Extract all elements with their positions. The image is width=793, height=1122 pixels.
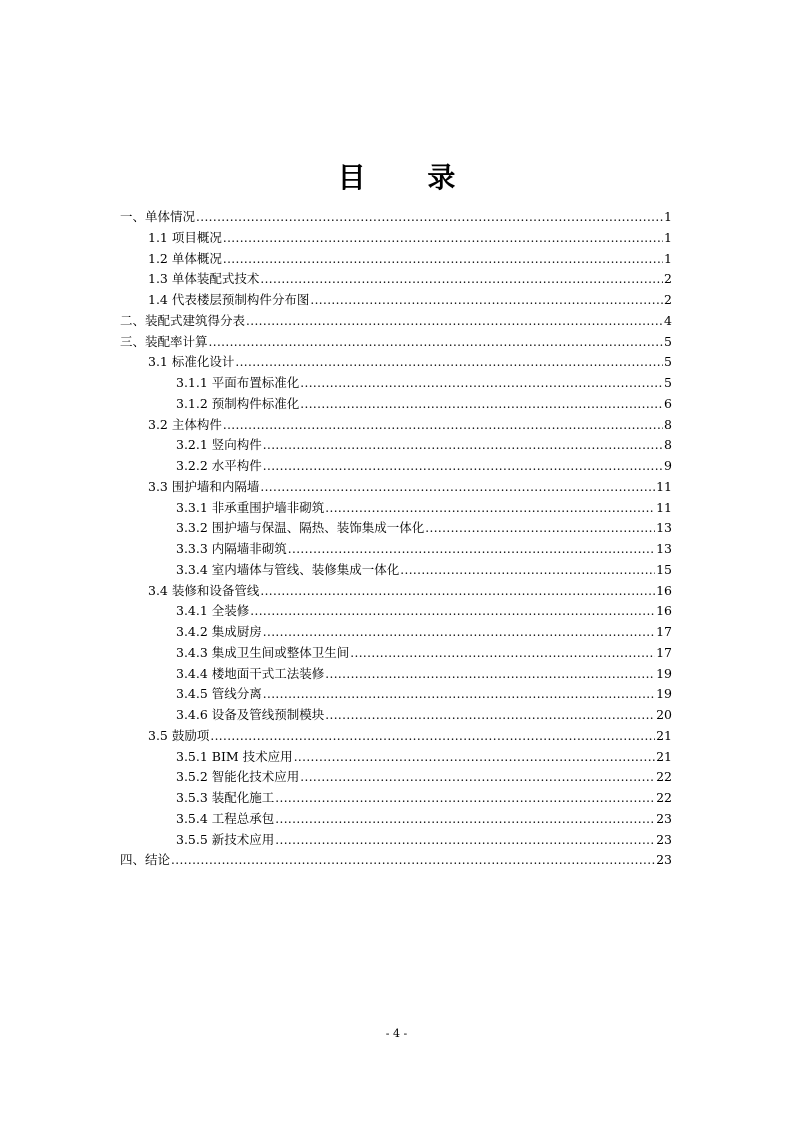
toc-entry-page-number: 23 — [656, 810, 672, 826]
toc-entry-page-number: 22 — [656, 769, 672, 785]
toc-dot-leader — [325, 500, 655, 516]
toc-entry[interactable] — [148, 577, 672, 599]
toc-dot-leader — [260, 583, 655, 599]
toc-entry-label: 一、单体情况 — [120, 209, 196, 224]
toc-entry-label: 3.2.1 竖向构件 — [176, 437, 262, 453]
toc-dot-leader — [325, 666, 655, 682]
toc-dot-leader — [263, 686, 655, 702]
toc-dot-leader — [288, 541, 655, 557]
toc-entry-page-number: 11 — [656, 499, 672, 515]
toc-entry-page-number: 20 — [656, 707, 672, 722]
toc-entry-page-number: 16 — [656, 582, 672, 598]
toc-entry-page-number: 13 — [656, 541, 672, 556]
toc-dot-leader — [171, 852, 655, 868]
toc-entry[interactable] — [176, 784, 672, 806]
toc-entry-page-number: 17 — [656, 644, 672, 660]
toc-dot-leader — [260, 271, 663, 287]
toc-dot-leader — [263, 458, 663, 474]
toc-dot-leader — [260, 479, 655, 495]
toc-dot-leader — [310, 292, 663, 308]
toc-entry[interactable] — [176, 597, 672, 619]
toc-entry-page-number: 1 — [664, 209, 672, 224]
toc-entry-page-number: 9 — [664, 458, 672, 473]
toc-entry[interactable] — [148, 411, 672, 433]
toc-entry[interactable] — [176, 618, 672, 640]
toc-dot-leader — [400, 562, 655, 578]
toc-entry-page-number: 23 — [656, 852, 672, 868]
toc-entry-label: 1.2 单体概况 — [148, 250, 222, 266]
toc-entry-label: 3.2 主体构件 — [148, 416, 222, 432]
toc-entry[interactable] — [176, 556, 672, 578]
toc-entry[interactable] — [176, 826, 672, 848]
toc-entry-label: 3.5.2 智能化技术应用 — [176, 769, 300, 785]
toc-entry-label: 3.4.6 设备及管线预制模块 — [176, 707, 325, 722]
toc-entry-page-number: 21 — [656, 748, 672, 764]
toc-entry-page-number: 19 — [656, 686, 672, 702]
toc-entry-label: 二、装配式建筑得分表 — [120, 312, 246, 328]
toc-dot-leader — [210, 728, 655, 744]
toc-entry[interactable] — [176, 452, 672, 474]
toc-entry-label: 3.5.4 工程总承包 — [176, 810, 275, 826]
toc-dot-leader — [196, 209, 663, 225]
toc-entry-label: 3.4.5 管线分离 — [176, 686, 262, 702]
toc-dot-leader — [294, 749, 655, 765]
toc-entry[interactable] — [176, 494, 672, 516]
toc-entry-label: 3.4.3 集成卫生间或整体卫生间 — [176, 644, 350, 660]
toc-entry[interactable] — [176, 390, 672, 412]
toc-entry[interactable] — [120, 203, 672, 225]
toc-dot-leader — [425, 520, 655, 536]
toc-entry-page-number: 8 — [664, 416, 672, 432]
toc-dot-leader — [300, 396, 663, 412]
toc-entry-page-number: 4 — [664, 312, 672, 328]
toc-entry-label: 3.4.2 集成厨房 — [176, 624, 262, 639]
toc-entry[interactable] — [176, 431, 672, 453]
toc-entry-page-number: 1 — [664, 229, 672, 245]
toc-entry[interactable] — [148, 265, 672, 287]
toc-entry-label: 3.3.2 围护墙与保温、隔热、装饰集成一体化 — [176, 520, 425, 536]
toc-entry[interactable] — [176, 514, 672, 536]
toc-entry-page-number: 5 — [664, 354, 672, 370]
toc-entry[interactable] — [176, 743, 672, 765]
toc-dot-leader — [235, 354, 663, 370]
toc-dot-leader — [223, 417, 663, 433]
toc-dot-leader — [300, 375, 663, 391]
toc-entry[interactable] — [176, 680, 672, 702]
toc-dot-leader — [223, 251, 663, 267]
toc-entry[interactable] — [120, 328, 672, 350]
toc-entry-label: 3.5 鼓励项 — [148, 727, 210, 743]
toc-dot-leader — [325, 707, 655, 723]
toc-entry-label: 3.1.1 平面布置标准化 — [176, 375, 300, 390]
toc-entry-page-number: 2 — [664, 292, 672, 307]
toc-entry-label: 3.5.3 装配化施工 — [176, 790, 275, 805]
toc-entry[interactable] — [120, 846, 672, 868]
toc-dot-leader — [350, 645, 655, 661]
toc-entry[interactable] — [176, 660, 672, 682]
toc-entry-label: 3.4.1 全装修 — [176, 603, 250, 619]
toc-entry[interactable] — [148, 722, 672, 744]
toc-dot-leader — [275, 811, 655, 827]
toc-entry[interactable] — [148, 348, 672, 370]
toc-entry-label: 3.1.2 预制构件标准化 — [176, 395, 300, 411]
toc-entry-page-number: 19 — [656, 665, 672, 681]
toc-entry[interactable] — [148, 473, 672, 495]
toc-dot-leader — [209, 334, 664, 350]
toc-entry-label: 3.1 标准化设计 — [148, 354, 235, 370]
toc-entry-label: 1.1 项目概况 — [148, 229, 222, 245]
toc-dot-leader — [263, 624, 655, 640]
toc-entry-label: 3.4.4 楼地面干式工法装修 — [176, 665, 325, 681]
toc-dot-leader — [275, 790, 655, 806]
toc-entry-page-number: 5 — [664, 375, 672, 390]
toc-dot-leader — [275, 832, 655, 848]
toc-entry-page-number: 16 — [656, 603, 672, 619]
toc-entry-label: 3.5.1 BIM 技术应用 — [176, 748, 293, 764]
toc-entry-page-number: 17 — [656, 624, 672, 639]
toc-entry-label: 3.3.1 非承重围护墙非砌筑 — [176, 499, 325, 515]
toc-dot-leader — [300, 769, 655, 785]
toc-entry[interactable] — [176, 369, 672, 391]
toc-entry-page-number: 2 — [664, 271, 672, 287]
page-number: - 4 - — [385, 1027, 408, 1040]
toc-dot-leader — [223, 230, 663, 246]
toc-entry-page-number: 6 — [664, 395, 672, 411]
toc-entry-label: 1.3 单体装配式技术 — [148, 271, 260, 287]
toc-entry-page-number: 11 — [656, 478, 672, 494]
toc-dot-leader — [246, 313, 663, 329]
toc-entry[interactable] — [120, 307, 672, 329]
toc-entry-page-number: 13 — [656, 520, 672, 536]
toc-entry-label: 三、装配率计算 — [120, 333, 208, 349]
toc-entry-page-number: 5 — [664, 333, 672, 349]
toc-entry[interactable] — [148, 286, 672, 308]
toc-entry-page-number: 8 — [664, 437, 672, 453]
toc-entry-label: 1.4 代表楼层预制构件分布图 — [148, 292, 310, 307]
toc-entry-label: 四、结论 — [120, 852, 171, 868]
toc-entry-label: 3.3.3 内隔墙非砌筑 — [176, 541, 287, 556]
toc-entry-page-number: 21 — [656, 727, 672, 743]
toc-entry[interactable] — [176, 701, 672, 723]
toc-entry-label: 3.4 装修和设备管线 — [148, 582, 260, 598]
toc-entry-page-number: 23 — [656, 831, 672, 847]
toc-entry-page-number: 15 — [656, 561, 672, 577]
toc-entry-page-number: 22 — [656, 790, 672, 805]
toc-entry-label: 3.3.4 室内墙体与管线、装修集成一体化 — [176, 561, 400, 577]
toc-entry[interactable] — [176, 805, 672, 827]
toc-dot-leader — [250, 603, 655, 619]
page-title: 目 录 — [337, 161, 482, 194]
toc-entry[interactable] — [176, 763, 672, 785]
toc-entry-label: 3.3 围护墙和内隔墙 — [148, 478, 260, 494]
toc-entry[interactable] — [176, 639, 672, 661]
toc-entry[interactable] — [148, 245, 672, 267]
toc-entry[interactable] — [148, 224, 672, 246]
toc-entry[interactable] — [176, 535, 672, 557]
toc-dot-leader — [263, 437, 663, 453]
toc-entry-label: 3.5.5 新技术应用 — [176, 831, 275, 847]
toc-entry-page-number: 1 — [664, 250, 672, 266]
toc-entry-label: 3.2.2 水平构件 — [176, 458, 262, 473]
